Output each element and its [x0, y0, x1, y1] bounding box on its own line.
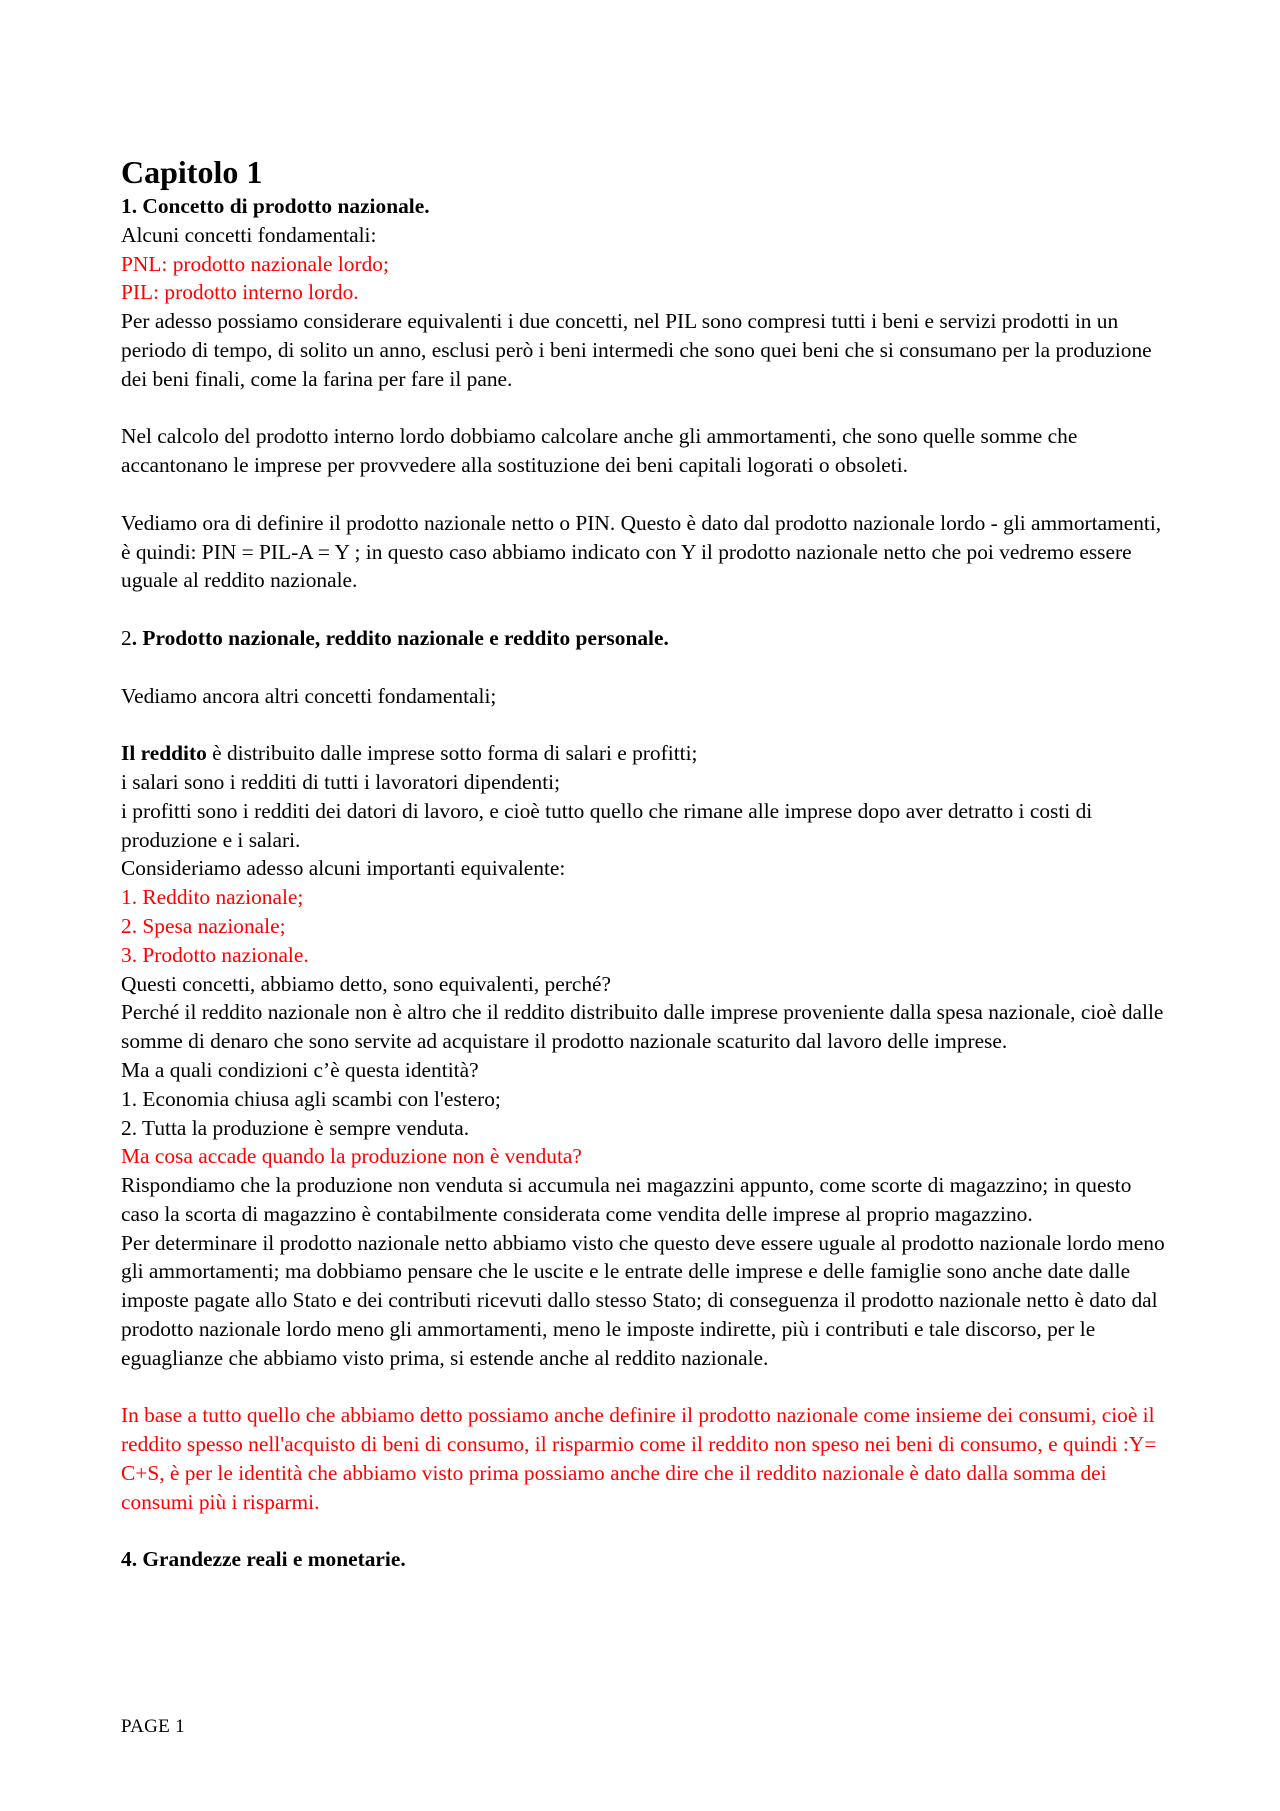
condition-economia-chiusa: 1. Economia chiusa agli scambi con l'estero;: [121, 1086, 501, 1111]
section-2-heading: [121, 624, 1171, 653]
section-1-intro: Alcuni concetti fondamentali:: [121, 222, 377, 247]
list-item-spesa-nazionale: 2. Spesa nazionale;: [121, 913, 286, 938]
paragraph-ammortamenti: Nel calcolo del prodotto interno lordo dobbiamo calcolare anche gli ammortamenti, che sono quelle somme che accantonano le imprese per provvedere alla sostituzione dei beni capitali logorati o obsoleti.: [121, 424, 1078, 478]
paragraph-profitti: i profitti sono i redditi dei datori di lavoro, e cioè tutto quello che rimane alle imprese dopo aver detratto i costi di produzione e i salari.: [121, 798, 1093, 852]
question-produzione-non-venduta: Ma cosa accade quando la produzione non è venduta?: [121, 1144, 582, 1169]
condition-produzione-venduta: 2. Tutta la produzione è sempre venduta.: [121, 1115, 470, 1140]
paragraph-rispondiamo: Rispondiamo che la produzione non venduta si accumula nei magazzini appunto, come scorte di magazzino; in questo caso la scorta di magazzino è contabilmente considerata come vendita delle imprese al proprio magazzino.: [121, 1173, 1132, 1226]
paragraph-pin: Vediamo ora di definire il prodotto nazionale netto o PIN. Questo è dato dal prodotto nazionale lordo - gli ammortamenti, è quindi: PIN = PIL-A = Y ; in questo caso abbiamo indicato con Y il prodotto nazionale netto che poi vedremo essere uguale al reddito nazionale.: [121, 510, 1162, 593]
list-item-prodotto-nazionale: 3. Prodotto nazionale.: [121, 942, 309, 967]
question-condizioni: Ma a quali condizioni c’è questa identità?: [121, 1057, 479, 1082]
paragraph-reddito: [121, 739, 1171, 768]
section-2-heading-number: 2: [121, 625, 132, 650]
chapter-title: Capitolo 1: [121, 154, 263, 190]
paragraph-salari: i salari sono i redditi di tutti i lavoratori dipendenti;: [121, 769, 561, 794]
page-footer: PAGE 1: [121, 1716, 185, 1737]
paragraph-determinare: Per determinare il prodotto nazionale netto abbiamo visto che questo deve essere uguale al prodotto nazionale lordo meno gli ammortamenti; ma dobbiamo pensare che le uscite e le entrate delle imprese e delle famiglie sono anche date dalle imposte pagate allo Stato e dei contributi ricevuti dallo stesso Stato; di conseguenza il prodotto nazionale netto è dato dal prodotto nazionale lordo meno gli ammortamenti, meno le imposte indirette, più i contributi e tale discorso, per le eguaglianze che abbiamo visto prima, si estende anche al reddito nazionale.: [121, 1230, 1165, 1370]
paragraph-consideriamo: Consideriamo adesso alcuni importanti equivalente:: [121, 856, 566, 881]
definition-pil: PIL: prodotto interno lordo.: [121, 280, 359, 305]
paragraph-in-base: In base a tutto quello che abbiamo detto possiamo anche definire il prodotto nazionale come insieme dei consumi, cioè il reddito spesso nell'acquisto di beni di consumo, il risparmio come il reddito non speso nei beni di consumo, e quindi :Y= C+S, è per le identità che abbiamo visto prima possiamo anche dire che il reddito nazionale è dato dalla somma dei consumi più i risparmi.: [121, 1403, 1157, 1514]
paragraph-pil-explanation: Per adesso possiamo considerare equivalenti i due concetti, nel PIL sono compresi tutti i beni e servizi prodotti in un periodo di tempo, di solito un anno, esclusi però i beni intermedi che sono quei beni che si consumano per la produzione dei beni finali, come la farina per fare il pane.: [121, 309, 1152, 391]
document-body: [121, 152, 1171, 1574]
section-2-intro: Vediamo ancora altri concetti fondamentali;: [121, 683, 497, 708]
section-4-heading: 4. Grandezze reali e monetarie.: [121, 1547, 406, 1572]
reddito-definition: è distribuito dalle imprese sotto forma di salari e profitti;: [206, 741, 698, 766]
section-2-heading-text: . Prodotto nazionale, reddito nazionale e reddito personale.: [131, 625, 669, 650]
definition-pnl: PNL: prodotto nazionale lordo;: [121, 251, 389, 276]
list-item-reddito-nazionale: 1. Reddito nazionale;: [121, 885, 304, 910]
section-1-heading: 1. Concetto di prodotto nazionale.: [121, 194, 430, 218]
question-equivalenti: Questi concetti, abbiamo detto, sono equivalenti, perché?: [121, 971, 612, 996]
reddito-bold-term: Il reddito: [121, 741, 207, 766]
paragraph-perche: Perché il reddito nazionale non è altro che il reddito distribuito dalle imprese proveniente dalla spesa nazionale, cioè dalle somme di denaro che sono servite ad acquistare il prodotto nazionale scaturito dal lavoro delle imprese.: [121, 1000, 1164, 1054]
